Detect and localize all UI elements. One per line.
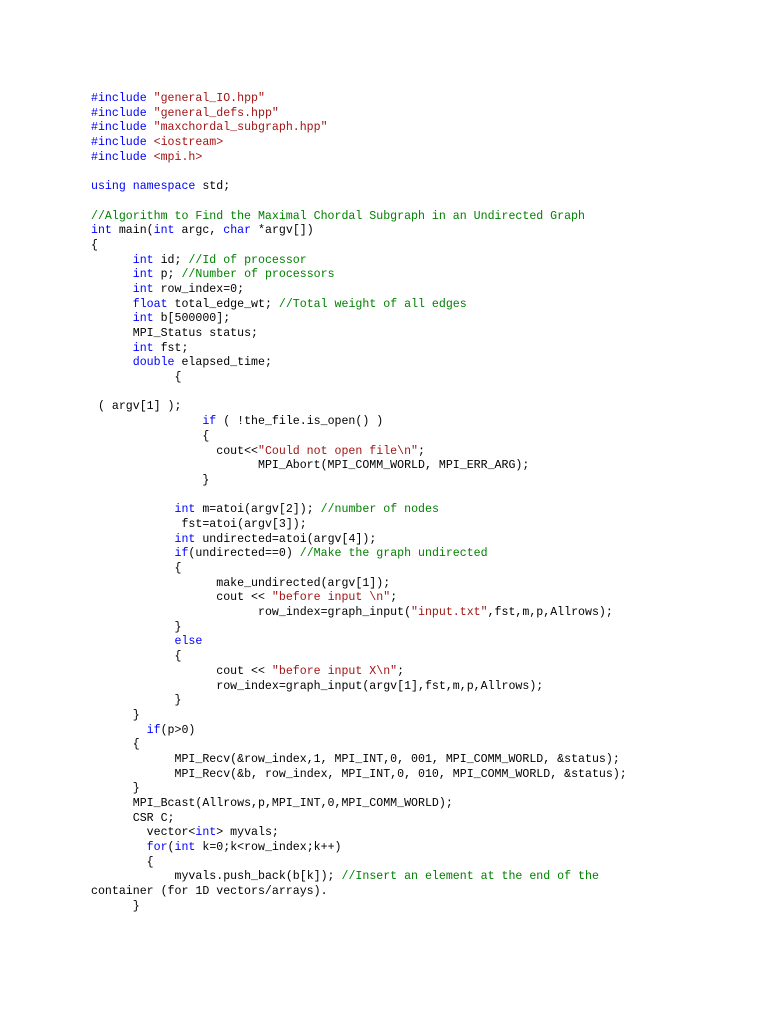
code-text: { [174, 562, 182, 575]
code-line [91, 459, 627, 474]
code-keyword: int [132, 282, 161, 296]
code-line [91, 92, 627, 107]
code-text: { [174, 371, 182, 385]
code-line [91, 165, 627, 180]
code-text: (undirected==0) [188, 547, 300, 561]
code-keyword: int [91, 224, 119, 238]
code-indent [91, 547, 175, 560]
code-string: "before input X\n" [271, 664, 398, 678]
code-keyword: int [132, 312, 161, 326]
code-text: k=0;k<row_index;k++) [202, 841, 342, 855]
code-indent [91, 812, 133, 825]
code-text: std; [202, 180, 231, 194]
code-keyword: #include [91, 92, 154, 105]
code-text: ( argv[1] ); [97, 400, 182, 414]
code-indent [91, 841, 147, 854]
code-text: ; [397, 664, 405, 678]
code-line [91, 489, 627, 504]
code-comment: //number of nodes [320, 503, 439, 517]
code-string: "Could not open file\n" [257, 444, 419, 458]
code-keyword: int [132, 341, 161, 355]
code-line [91, 782, 627, 797]
code-line [91, 621, 627, 636]
code-string: "maxchordal_subgraph.hpp" [153, 121, 328, 135]
code-text: total_edge_wt; [174, 297, 279, 311]
code-keyword: if [174, 547, 189, 561]
code-text: { [132, 738, 140, 752]
code-line [91, 239, 627, 254]
code-indent [91, 635, 175, 648]
code-line [91, 768, 627, 783]
code-text: row_index=graph_input( [257, 606, 412, 620]
code-string: "general_defs.hpp" [153, 106, 279, 120]
code-indent [91, 665, 216, 678]
code-string: "general_IO.hpp" [153, 92, 265, 105]
code-text: m=atoi(argv[2]); [202, 503, 321, 517]
code-line [91, 151, 627, 166]
code-line [91, 650, 627, 665]
code-keyword: int [174, 532, 203, 546]
code-text: myvals.push_back(b[k]); [174, 870, 342, 884]
code-indent [91, 782, 133, 795]
code-indent [91, 680, 216, 693]
code-keyword: float [132, 297, 175, 311]
code-indent [91, 518, 181, 531]
code-text: MPI_Abort(MPI_COMM_WORLD, MPI_ERR_ARG); [257, 459, 530, 473]
code-indent [91, 415, 202, 428]
code-text: } [132, 708, 140, 722]
code-line [91, 268, 627, 283]
code-indent [91, 459, 258, 472]
code-keyword: char [223, 224, 259, 238]
code-comment: //Id of processor [188, 253, 307, 267]
code-text: row_index=graph_input(argv[1],fst,m,p,Allrows); [216, 679, 544, 693]
code-text: fst; [160, 341, 189, 355]
code-indent [91, 400, 98, 413]
code-indent [91, 268, 133, 281]
code-line [91, 107, 627, 122]
code-line [91, 812, 627, 827]
code-line [91, 312, 627, 327]
code-indent [91, 606, 258, 619]
code-line [91, 606, 627, 621]
code-indent [91, 283, 133, 296]
code-text: container (for 1D vectors/arrays). [91, 885, 328, 899]
code-line [91, 547, 627, 562]
code-keyword: #include [91, 136, 154, 150]
code-line [91, 885, 627, 900]
code-text: } [174, 694, 182, 708]
code-text: make_undirected(argv[1]); [216, 576, 391, 590]
code-keyword: double [132, 356, 182, 370]
code-indent [91, 430, 202, 443]
code-keyword: else [174, 635, 203, 649]
code-indent [91, 650, 175, 663]
code-comment: //Make the graph undirected [299, 547, 488, 561]
code-text: } [202, 473, 210, 487]
code-keyword: int [153, 224, 182, 238]
code-line [91, 591, 627, 606]
code-text: { [202, 429, 210, 443]
code-line [91, 415, 627, 430]
code-text: { [146, 855, 154, 869]
code-string: <mpi.h> [153, 150, 203, 164]
code-indent [91, 371, 175, 384]
code-indent [91, 356, 133, 369]
code-line [91, 900, 627, 915]
code-line [91, 180, 627, 195]
code-indent [91, 753, 175, 766]
code-text: { [91, 238, 98, 252]
code-indent [91, 621, 175, 634]
code-line [91, 371, 627, 386]
code-line [91, 533, 627, 548]
code-line [91, 635, 627, 650]
code-keyword: int [174, 503, 203, 517]
code-line [91, 680, 627, 695]
code-indent [91, 342, 133, 355]
code-text: MPI_Recv(&b, row_index, MPI_INT,0, 010, MPI_COMM_WORLD, &status); [174, 767, 627, 781]
code-line [91, 753, 627, 768]
code-comment: //Algorithm to Find the Maximal Chordal Subgraph in an Undirected Graph [91, 209, 585, 223]
code-line [91, 518, 627, 533]
code-line [91, 724, 627, 739]
code-text: } [174, 620, 182, 634]
code-indent [91, 797, 133, 810]
code-line [91, 738, 627, 753]
code-keyword: if [146, 723, 161, 737]
code-line [91, 826, 627, 841]
code-line [91, 195, 627, 210]
code-line [91, 797, 627, 812]
code-text: argc, [181, 224, 224, 238]
code-line [91, 694, 627, 709]
code-text: } [132, 899, 140, 913]
code-text: b[500000]; [160, 312, 231, 326]
code-indent [91, 738, 133, 751]
code-comment: //Insert an element at the end of the [341, 870, 599, 884]
code-indent [91, 856, 147, 869]
code-string: "before input \n" [271, 591, 391, 605]
code-line [91, 327, 627, 342]
code-indent [91, 694, 175, 707]
code-line [91, 136, 627, 151]
code-indent [91, 591, 216, 604]
code-indent [91, 327, 133, 340]
code-text: undirected=atoi(argv[4]); [202, 532, 377, 546]
code-line [91, 856, 627, 871]
code-line [91, 503, 627, 518]
code-listing [91, 92, 627, 915]
code-keyword: int [132, 253, 161, 267]
code-indent [91, 562, 175, 575]
code-keyword: #include [91, 121, 154, 135]
code-indent [91, 768, 175, 781]
code-line [91, 342, 627, 357]
code-indent [91, 577, 216, 590]
code-line [91, 254, 627, 269]
code-indent [91, 900, 133, 913]
code-indent [91, 533, 175, 546]
code-indent [91, 254, 133, 267]
code-keyword: using namespace [91, 180, 203, 194]
code-keyword: int [132, 268, 161, 282]
code-text: (p>0) [160, 723, 196, 737]
code-keyword: int [195, 826, 217, 840]
code-line [91, 356, 627, 371]
code-keyword: #include [91, 150, 154, 164]
code-string: "input.txt" [411, 606, 488, 620]
code-line [91, 121, 627, 136]
code-string: <iostream> [153, 136, 224, 150]
code-text: { [174, 650, 182, 664]
code-line [91, 445, 627, 460]
code-line [91, 562, 627, 577]
code-comment: //Number of processors [181, 268, 335, 282]
code-text: *argv[]) [258, 224, 314, 238]
code-text: cout<< [216, 444, 258, 458]
code-text: MPI_Recv(&row_index,1, MPI_INT,0, 001, MPI_COMM_WORLD, &status); [174, 752, 620, 766]
code-text: main( [118, 224, 154, 238]
code-text: elapsed_time; [181, 356, 272, 370]
code-line [91, 577, 627, 592]
code-keyword: int [174, 841, 203, 855]
code-line [91, 283, 627, 298]
code-line [91, 224, 627, 239]
code-line [91, 474, 627, 489]
code-indent [91, 870, 175, 883]
code-text: cout << [216, 664, 272, 678]
code-comment: //Total weight of all edges [278, 297, 467, 311]
code-line [91, 386, 627, 401]
code-line [91, 298, 627, 313]
code-text: id; [160, 253, 189, 267]
code-text: ( [167, 841, 175, 855]
code-indent [91, 724, 147, 737]
code-keyword: if [202, 415, 224, 429]
code-indent [91, 312, 133, 325]
code-text: fst=atoi(argv[3]); [181, 517, 307, 531]
code-line [91, 210, 627, 225]
code-text: } [132, 782, 140, 796]
code-indent [91, 826, 147, 839]
code-indent [91, 503, 175, 516]
code-line [91, 841, 627, 856]
code-text: CSR C; [132, 811, 175, 825]
code-indent [91, 298, 133, 311]
code-text: vector< [146, 826, 196, 840]
code-line [91, 709, 627, 724]
code-text: cout << [216, 591, 272, 605]
code-line [91, 430, 627, 445]
code-keyword: for [146, 841, 168, 855]
code-text: > myvals; [216, 826, 279, 840]
code-line [91, 870, 627, 885]
code-line [91, 400, 627, 415]
code-text: ; [418, 444, 425, 458]
code-indent [91, 474, 202, 487]
code-text: MPI_Status status; [132, 327, 258, 340]
code-line [91, 665, 627, 680]
code-indent [91, 445, 216, 458]
code-text: row_index=0; [160, 282, 245, 296]
code-indent [91, 709, 133, 722]
code-text: ; [390, 591, 398, 605]
code-text: p; [160, 268, 182, 282]
code-text: ,fst,m,p,Allrows); [487, 606, 613, 620]
code-text: MPI_Bcast(Allrows,p,MPI_INT,0,MPI_COMM_WORLD); [132, 797, 453, 810]
code-keyword: #include [91, 106, 154, 120]
code-text: ( !the_file.is_open() ) [223, 415, 384, 429]
